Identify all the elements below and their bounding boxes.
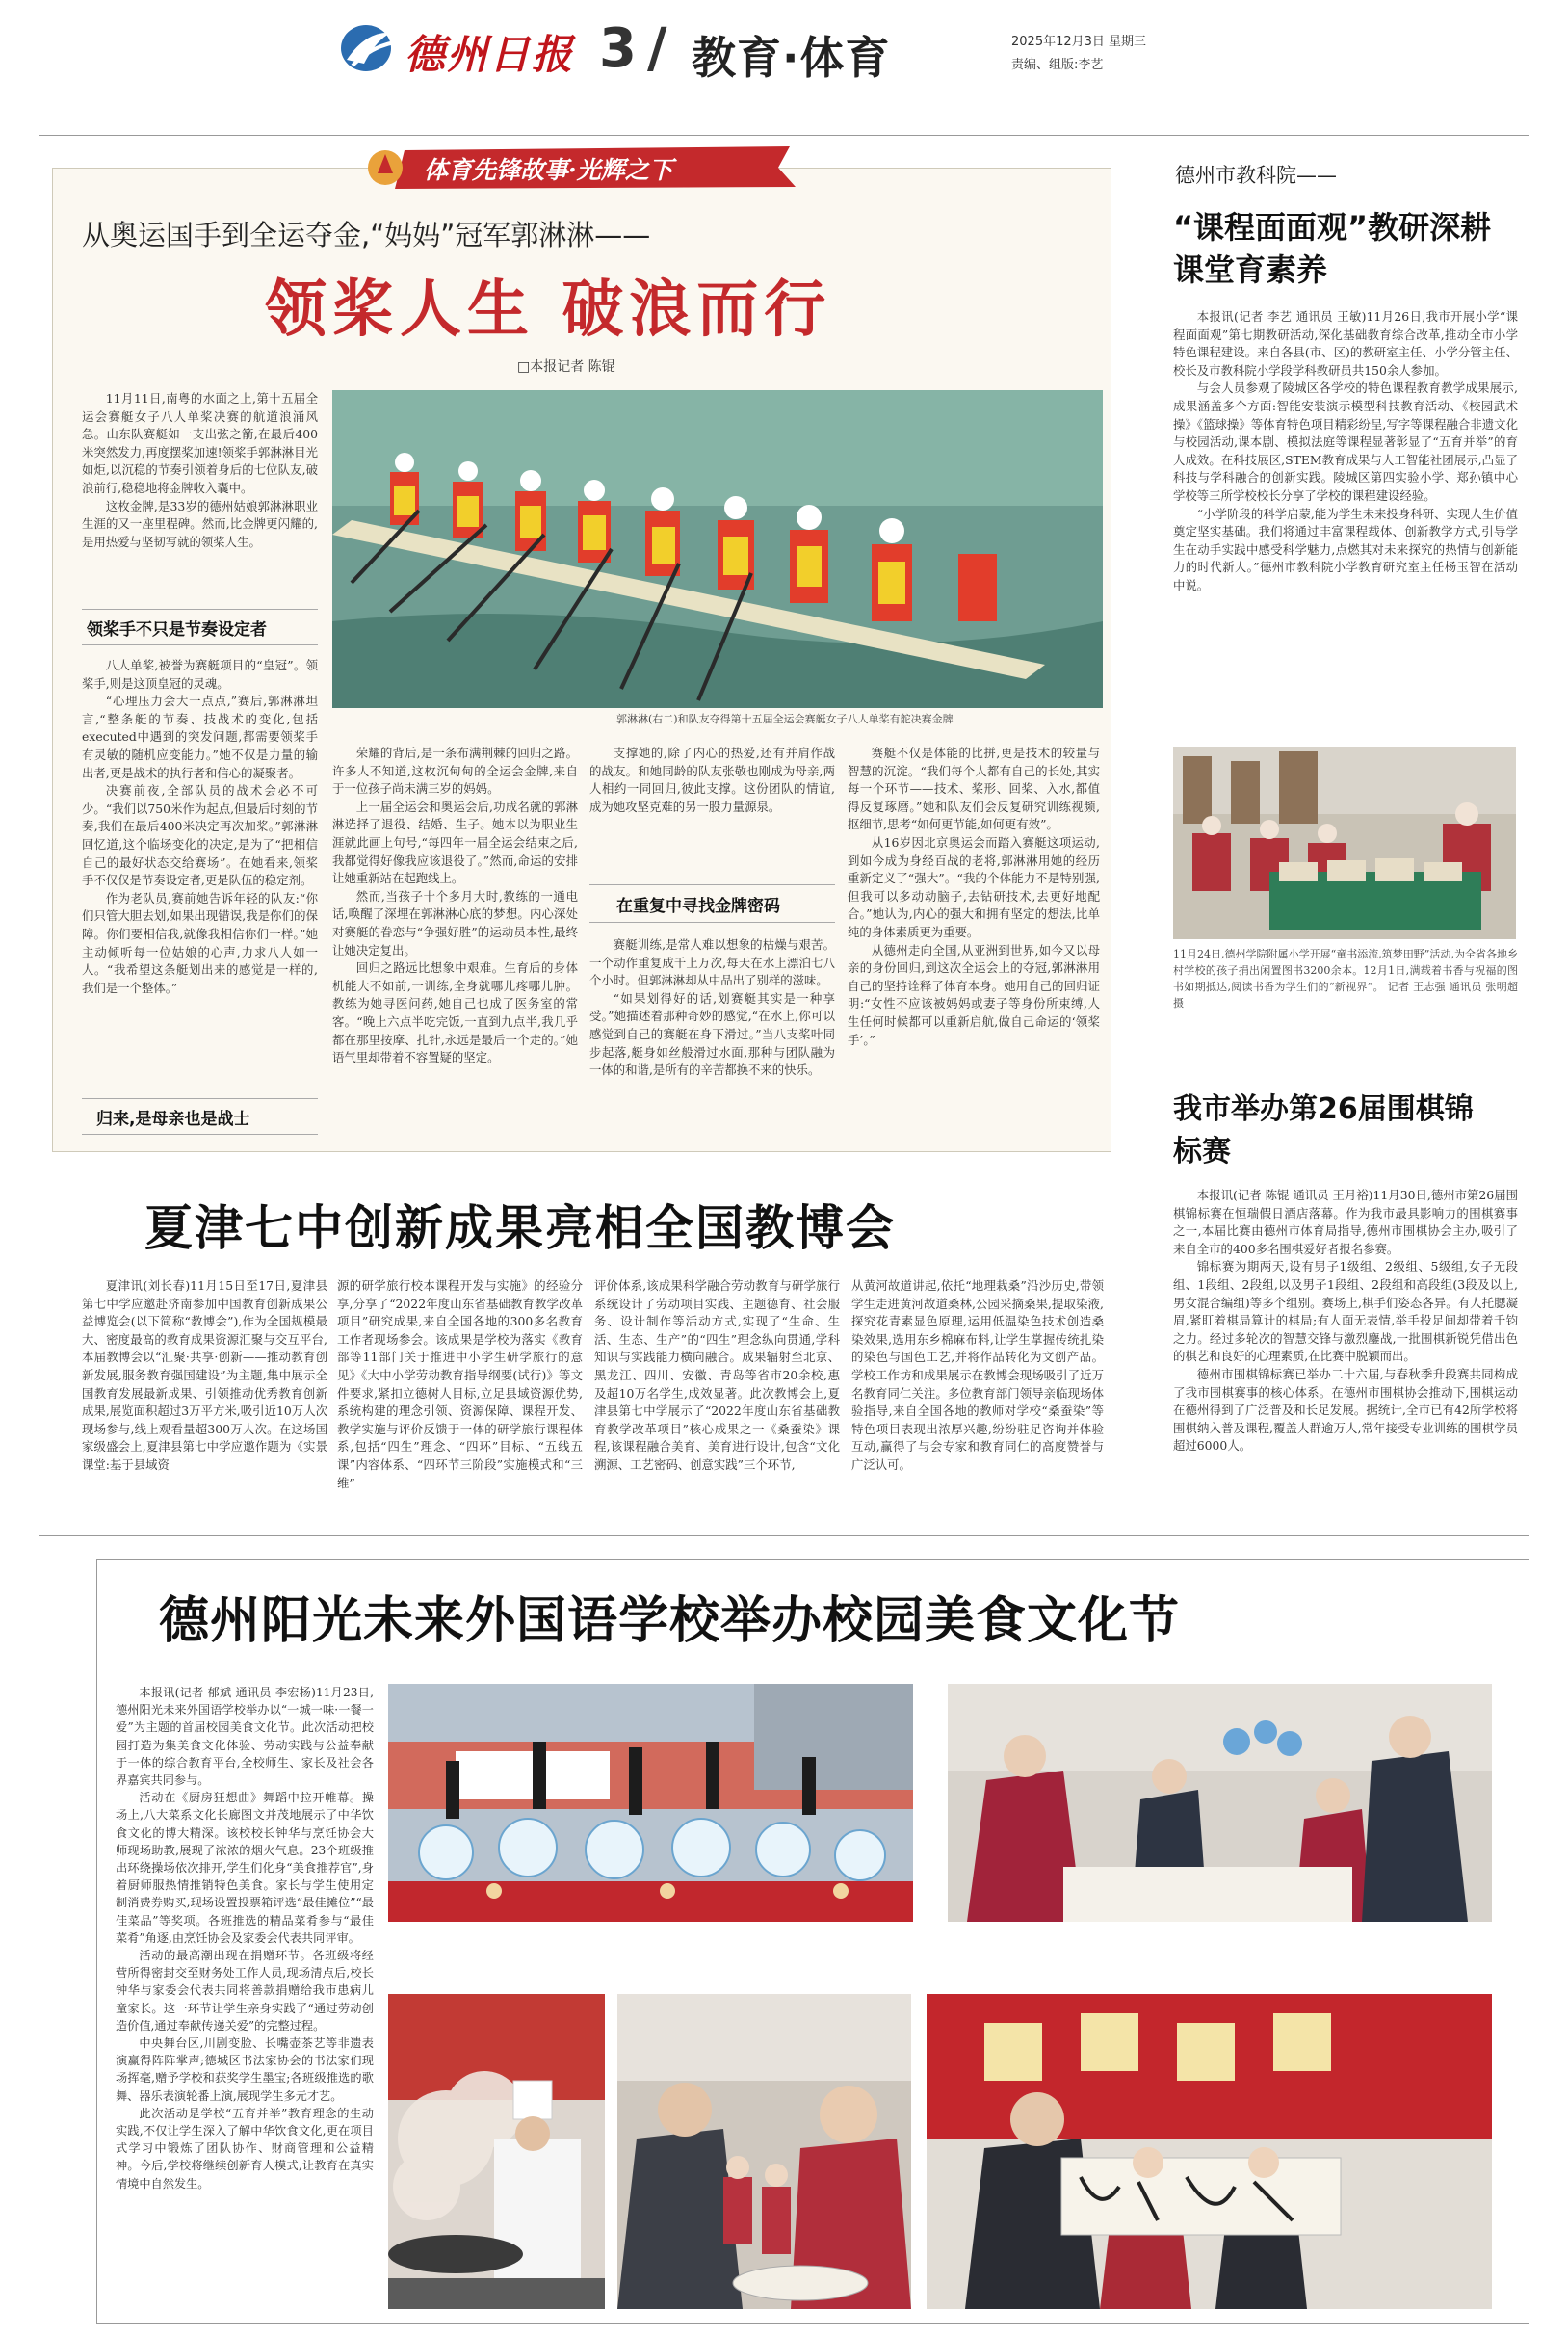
serving-food-photo — [617, 1994, 911, 2309]
rowing-photo — [332, 390, 1103, 708]
paragraph: 赛艇不仅是体能的比拼,更是技术的较量与智慧的沉淀。“我们每个人都有自己的长处,其实每一个环节——技术、桨形、回桨、入水,都值得反复琢磨。”她和队友们会反复研究训练视频,抠细节,思考“如何更节能,如何更有效”。 — [848, 746, 1100, 832]
issue-date: 2025年12月3日 星期三 — [1011, 35, 1147, 49]
feature-byline: □本报记者 陈锟 — [517, 359, 615, 375]
paragraph: 从16岁因北京奥运会而踏入赛艇这项运动,到如今成为身经百战的老将,郭淋淋用她的经历重新定义了“强大”。“我的个体能力不是特别强,但我可以多动动脑子,去钻研技术,去更好地配合。”她认为,内心的强大和拥有坚定的想法,比单纯的身体素质更为重要。 — [848, 834, 1100, 939]
paragraph: 此次活动是学校“五育并举”教育理念的生动实践,不仅让学生深入了解中华饮食文化,更在项目式学习中锻炼了团队协作、财商管理和公益精神。今后,学校将继续创新育人模式,让教育在真实情境中自然发生。 — [116, 2106, 374, 2191]
book-donation-caption: 11月24日,德州学院附属小学开展“童书添流,筑梦田野”活动,为全省各地乡村学校的孩子捐出闲置图书3200余本。12月1日,满载着书香与祝福的图书如期抵达,阅读书香为学生们的“新视界”。 记者 王志强 通讯员 张明超 摄 — [1173, 948, 1518, 1010]
banner-text: 体育先锋故事·光辉之下 — [424, 156, 673, 184]
feature-col2 — [332, 745, 578, 1142]
paragraph: 上一届全运会和奥运会后,功成名就的郭淋淋选择了退役、结婚、生子。她本以为职业生涯就此画上句号,“每四年一届全运会结束之后,我都觉得好像我应该退役了。”然而,命运的安排让她重新站在起跑线上。 — [332, 799, 578, 886]
paragraph: 赛艇训练,是常人难以想象的枯燥与艰苦。一个动作重复成千上万次,每天在水上漂泊七八个小时。但郭淋淋却从中品出了别样的滋味。 — [589, 937, 835, 988]
feature-banner — [366, 144, 809, 191]
right2-body — [1173, 1187, 1518, 1532]
section-title: 教育·体育 — [692, 32, 891, 84]
paragraph: 回归之路远比想象中艰难。生育后的身体机能大不如前,一训练,全身就哪儿疼哪儿肿。教练为她寻医问药,她自己也成了医务室的常客。“晚上六点半吃完饭,一直到九点半,我几乎都在那里按摩、扎针,永远是最后一个走的。”她语气里却带着不容置疑的坚定。 — [332, 960, 578, 1065]
feature-headline: 领桨人生 破浪而行 — [265, 275, 832, 346]
feature-col4 — [848, 745, 1100, 1142]
paragraph: “心理压力会大一点点,”赛后,郭淋淋坦言,“整条艇的节奏、技战术的变化,包括executed中遇到的突发问题,都需要领桨手有灵敏的随机应变能力。”她不仅是力量的输出者,更是战术的执行者和信心的凝聚者。 — [82, 694, 318, 780]
feature-col1a — [82, 390, 318, 604]
feature-kicker: 从奥运国手到全运夺金,“妈妈”冠军郭淋淋—— — [82, 219, 651, 251]
bottom-headline: 德州阳光未来外国语学校举办校园美食文化节 — [159, 1591, 1181, 1650]
dance-balloons-photo — [388, 1684, 913, 1922]
paragraph: “如果划得好的话,划赛艇其实是一种享受。”她描述着那种奇妙的感觉,“在水上,你可以感觉到自己的赛艇在身下滑过。”当八支桨叶同步起落,艇身如丝般滑过水面,那种与团队融为一体的和谐,是所有的辛苦都换不来的快乐。 — [589, 990, 835, 1078]
paragraph: 作为老队员,赛前她告诉年轻的队友:“你们只管大胆去划,如果出现错误,我是你们的保障。你们要相信我,就像我相信你们一样。”她主动倾听每一位姑娘的心声,力求八人如一人。“我希望这条艇划出来的感觉是一样的,我们是一个整体。” — [82, 890, 318, 995]
paragraph: 从德州走向全国,从亚洲到世界,如今又以母亲的身份回归,到这次全运会上的夺冠,郭淋淋用自己的坚持诠释了体育本身。她用自己的回归证明:“女性不应该被妈妈或妻子等身份所束缚,人生任何时候都可以重新启航,做自己命运的‘领桨手’。” — [848, 942, 1100, 1047]
mid-col2: 源的研学旅行校本课程开发与实施》的经验分享,分享了“2022年度山东省基础教育教学改革项目”研究成果,来自全国各地的300多名教育工作者现场参会。该成果是学校为落实《教育部等11部门关于推进中小学生研学旅行的意见》《大中小学劳动教育指导纲要(试行)》等文件要求,紧扣立德树人目标,立足县域资源优势,系统构建的理念引领、资源保障、课程开发、教学实施与评价反馈于一体的研学旅行课程体系,包括“四生”理念、“四环”目标、“五线五课”内容体系、“四环节三阶段”实施模式和“三维” — [337, 1278, 583, 1490]
editor-line: 责编、组版:李艺 — [1011, 58, 1104, 72]
paragraph: 决赛前夜,全部队员的战术会必不可少。“我们以750米作为起点,但最后时刻的节奏,我们在最后400米决定再次加桨。”郭淋淋回忆道,这个临场变化的决定,是为了“把相信自己的最好状态交给赛场”。在她看来,领桨手不仅仅是节奏设定者,更是队伍的稳定剂。 — [82, 783, 318, 888]
paragraph: 锦标赛为期两天,设有男子1级组、2级组、5级组,女子无段组、1段组、2段组,以及男子1段组、2段组和高段组(3段及以上,男女混合编组)等多个组别。赛场上,棋手们姿态各异。有人托腮凝眉,紧盯着棋局算计的棋局;有人面无表情,举手投足间却带着千钧之力。经过多轮次的智慧交锋与激烈鏖战,一批围棋新锐凭借出色的棋艺和良好的心理素质,在比赛中脱颖而出。 — [1173, 1259, 1518, 1364]
paragraph: 然而,当孩子十个多月大时,教练的一通电话,唤醒了深埋在郭淋淋心底的梦想。内心深处对赛艇的眷恋与“争强好胜”的运动员本性,最终让她决定复出。 — [332, 888, 578, 958]
paragraph: 活动的最高潮出现在捐赠环节。各班级将经营所得密封交至财务处工作人员,现场清点后,校长钟华与家委会代表共同将善款捐赠给我市患病儿童家长。这一环节让学生亲身实践了“通过劳动创造价值,通过奉献传递关爱”的完整过程。 — [116, 1949, 374, 2033]
mid-headline: 夏津七中创新成果亮相全国教博会 — [144, 1199, 896, 1256]
paragraph: 活动在《厨房狂想曲》舞蹈中拉开帷幕。操场上,八大菜系文化长廊图文并茂地展示了中华饮食文化的博大精深。该校校长钟华与烹饪协会大师现场助教,展现了浓浓的烟火气息。23个班级推出环绕操场依次排开,学生们化身“美食推荐官”,身着厨师服热情推销特色美食。家长与学生使用定制消费券购买,现场设置投票箱评选“最佳摊位”“最佳菜品”等奖项。各班推选的精品菜肴参与“最佳菜肴”角逐,由烹饪协会及家委会代表共同评审。 — [116, 1791, 374, 1945]
mid-col3: 评价体系,该成果科学融合劳动教育与研学旅行系统设计了劳动项目实践、主题德育、社会服务、设计制作等活动方式,实现了“生命、生活、生态、生产”的“四生”理念纵向贯通,学科知识与实践能力横向融合。成果辐射至北京、黑龙江、四川、安徽、青岛等省市20余校,惠及超10万名学生,成效显著。此次教博会上,夏津县第七中学展示了“2022年度山东省基础教育教学改革项目”核心成果之一《桑蚕染》课程,该课程融合美育、美育进行设计,包含“文化溯源、工艺密码、创意实践”三个环节, — [594, 1278, 840, 1472]
right1-kicker: 德州市教科院—— — [1175, 164, 1337, 187]
page-slash: / — [647, 17, 667, 80]
right1-body — [1173, 308, 1518, 740]
calligraphy-photo — [927, 1994, 1492, 2309]
paragraph: 八人单桨,被誉为赛艇项目的“皇冠”。领桨手,则是这顶皇冠的灵魂。 — [82, 658, 318, 691]
paragraph: 这枚金牌,是33岁的德州姑娘郭淋淋职业生涯的又一座里程碑。然而,比金牌更闪耀的,是用热爱与坚韧写就的领桨人生。 — [82, 498, 318, 549]
feature-col3a — [589, 745, 835, 879]
newspaper-logo-icon — [337, 21, 399, 75]
paragraph: 本报讯(记者 陈锟 通讯员 王月裕)11月30日,德州市第26届围棋锦标赛在恒瑞假日酒店落幕。作为我市最具影响力的围棋赛事之一,本届比赛由德州市体育局指导,德州市围棋协会主办,吸引了来自全市的400多名围棋爱好者报名参赛。 — [1173, 1188, 1518, 1256]
right2-headline: 我市举办第26届围棋锦标赛 — [1173, 1092, 1474, 1168]
paragraph: 中央舞台区,川剧变脸、长嘴壶茶艺等非遗表演赢得阵阵掌声;德城区书法家协会的书法家们现场挥毫,赠予学校和获奖学生墨宝;各班级推选的歌舞、器乐表演轮番上演,展现学生多元才艺。 — [116, 2036, 374, 2103]
feature-col3b — [589, 936, 835, 1141]
subhead-1: 领桨手不只是节奏设定者 — [87, 620, 267, 640]
food-booth-photo — [948, 1684, 1492, 1922]
page-number: 3 — [599, 17, 637, 80]
chef-cooking-photo — [388, 1994, 605, 2309]
mid-col1: 夏津讯(刘长春)11月15日至17日,夏津县第七中学应邀赴济南参加中国教育创新成果公益博览会(以下简称“教博会”),作为全国规模最大、密度最高的教育成果资源汇聚与交互平台,本届教博会以“汇聚·共享·创新——推动教育创新发展,服务教育强国建设”为主题,集中展示全国教育发展最新成果、引领推动优秀教育创新成果,展览面积超过3万平方米,吸引近10万人次现场参与,线上观看量超300万人次。在这场国家级盛会上,夏津县第七中学应邀作题为《实景课堂:基于县域资 — [82, 1278, 327, 1472]
book-donation-photo — [1173, 747, 1516, 939]
paragraph: 支撑她的,除了内心的热爱,还有并肩作战的战友。和她同龄的队友张敬也刚成为母亲,两人相约一同回归,彼此支撑。这份团队的情谊,成为她攻坚克难的另一股力量源泉。 — [589, 746, 835, 814]
right1-headline: “课程面面观”教研深耕课堂育素养 — [1173, 209, 1492, 288]
subhead-2: 归来,是母亲也是战士 — [96, 1110, 250, 1129]
masthead — [337, 17, 1204, 85]
paragraph: 11月11日,南粤的水面之上,第十五届全运会赛艇女子八人单桨决赛的航道浪涌风急。山东队赛艇如一支出弦之箭,在最后400米突然发力,再度摆桨加速!领桨手郭淋淋目光如炬,以沉稳的节奏引领着身后的七位队友,破浪前行,稳稳地将金牌收入囊中。 — [82, 391, 318, 495]
logo-text: 德州日报 — [405, 31, 575, 78]
paragraph: 荣耀的背后,是一条布满荆棘的回归之路。许多人不知道,这枚沉甸甸的全运会金牌,来自于一位孩子尚未满三岁的妈妈。 — [332, 746, 578, 797]
paragraph: 与会人员参观了陵城区各学校的特色课程教育教学成果展示,成果涵盖多个方面:智能安装演示模型科技教育活动、《校园武术操》《篮球操》等体育特色项目精彩纷呈,写字等课程融合非遗文化与校园活动,课本剧、模拟法庭等课程显著彰显了“五育并举”的育人成效。在科技展区,STEM教育成果与人工智能社团展示,凸显了科技与学科融合的创新实践。陵城区第四实验小学、郑孙镇中心学校等三所学校校长分享了学校的课程建设经验。 — [1173, 381, 1518, 503]
feature-col1b — [82, 657, 318, 1092]
paragraph: 德州市围棋锦标赛已举办二十六届,与春秋季升段赛共同构成了我市围棋赛事的核心体系。在德州市围棋协会推动下,围棋运动在德州得到了广泛普及和长足发展。据统计,全市已有42所学校将围棋纳入普及课程,覆盖人群逾万人,常年接受专业训练的围棋学员超过6000人。 — [1173, 1366, 1518, 1454]
paragraph: 本报讯(记者 李艺 通讯员 王敏)11月26日,我市开展小学“课程面面观”第七期教研活动,深化基础教育综合改革,推动全市小学特色课程建设。来自各县(市、区)的教研室主任、小学分管主任、校长及市教科院小学段学科教研员共150余人参加。 — [1173, 309, 1518, 378]
subhead-3: 在重复中寻找金牌密码 — [616, 897, 780, 916]
rowing-photo-caption: 郭淋淋(右二)和队友夺得第十五届全运会赛艇女子八人单桨有舵决赛金牌 — [616, 713, 954, 725]
paragraph: “小学阶段的科学启蒙,能为学生未来投身科研、实现人生价值奠定坚实基础。我们将通过丰富课程载体、创新教学方式,引导学生在动手实践中感受科学魅力,点燃其对未来探究的热情与创新能力的时代新人。”德州市教科院小学教育研究室主任杨玉智在活动中说。 — [1173, 506, 1518, 592]
bottom-body — [116, 1684, 374, 2312]
mid-col4: 从黄河故道讲起,依托“地理栽桑”沿沙历史,带领学生走进黄河故道桑林,公园采摘桑果,提取染液,探究花青素显色原理,运用低温染色技术创造桑染效果,选用东乡棉麻布料,让学生掌握传统扎染的染色与国色工艺,并将作品转化为文创产品。学校工作坊和成果展示在教博会现场吸引了近万名教育同仁关注。多位教育部门领导亲临现场体验指导,来自全国各地的教师对学校“桑蚕染”等特色项目表现出浓厚兴趣,纷纷驻足咨询并体验互动,赢得了与会专家和教育同仁的高度赞誉与广泛认可。 — [851, 1278, 1104, 1472]
paragraph: 本报讯(记者 郁斌 通讯员 李宏杨)11月23日,德州阳光未来外国语学校举办以“一城一味·一餐一爱”为主题的首届校园美食文化节。此次活动把校园打造为集美食文化体验、劳动实践与公益奉献于一体的综合教育平台,全校师生、家长及社会各界嘉宾共同参与。 — [116, 1686, 374, 1788]
